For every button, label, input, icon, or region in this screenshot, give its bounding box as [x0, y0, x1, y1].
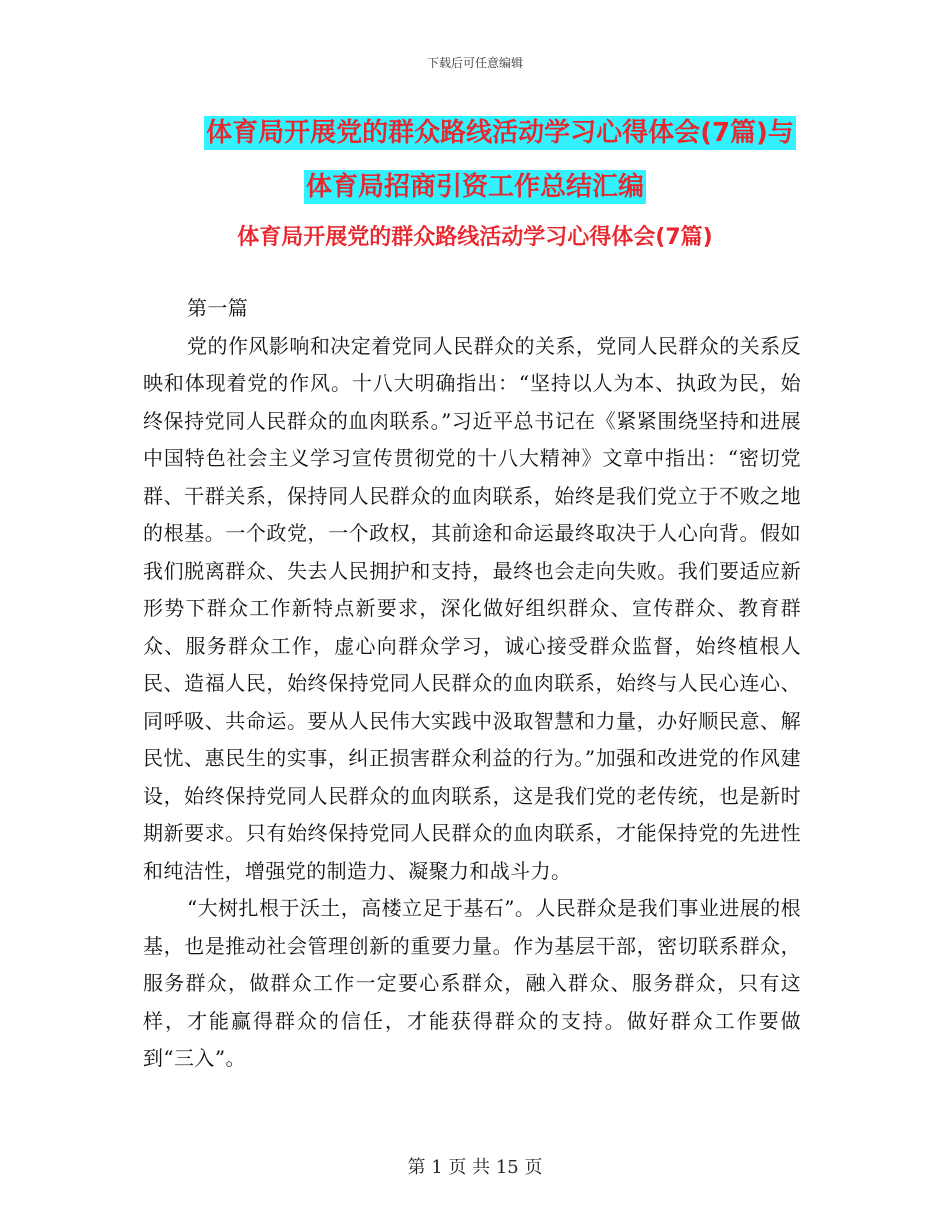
paragraph-2: “大树扎根于沃土，高楼立足于基石”。人民群众是我们事业进展的根基，也是推动社会管理创新的重要力量。作为基层干部，密切联系群众，服务群众，做群众工作一定要心系群众，融入群众、服务群众，只有这样，才能赢得群众的信任，才能获得群众的支持。做好群众工作要做到“三入”。 — [143, 896, 801, 1070]
document-title-line-1: 体育局开展党的群众路线活动学习心得体会(7篇)与 — [206, 118, 794, 148]
header-note: 下载后可任意编辑 — [426, 56, 523, 70]
section-title: 体育局开展党的群众路线活动学习心得体会(7篇) — [237, 225, 713, 250]
section-label: 第一篇 — [187, 296, 249, 320]
page-footer: 第 1 页 共 15 页 — [407, 1157, 543, 1178]
document-title — [0, 106, 950, 214]
document-body — [143, 290, 801, 1078]
paragraph-1: 党的作风影响和决定着党同人民群众的关系，党同人民群众的关系反映和体现着党的作风。十八大明确指出：“坚持以人为本、执政为民，始终保持党同人民群众的血肉联系。”习近平总书记在《紧紧围绕坚持和进展中国特色社会主义学习宣传贯彻党的十八大精神》文章中指出：“密切党群、干群关系，保持同人民群众的血肉联系，始终是我们党立于不败之地的根基。一个政党，一个政权，其前途和命运最终取决于人心向背。假如我们脱离群众、失去人民拥护和支持，最终也会走向失败。我们要适应新形势下群众工作新特点新要求，深化做好组织群众、宣传群众、教育群众、服务群众工作，虚心向群众学习，诚心接受群众监督，始终植根人民、造福人民，始终保持党同人民群众的血肉联系，始终与人民心连心、同呼吸、共命运。要从人民伟大实践中汲取智慧和力量，办好顺民意、解民忧、惠民生的实事，纠正损害群众利益的行为。”加强和改进党的作风建设，始终保持党同人民群众的血肉联系，这是我们党的老传统，也是新时期新要求。只有始终保持党同人民群众的血肉联系，才能保持党的先进性和纯洁性，增强党的制造力、凝聚力和战斗力。 — [143, 333, 801, 883]
document-title-line-2: 体育局招商引资工作总结汇编 — [305, 172, 644, 202]
